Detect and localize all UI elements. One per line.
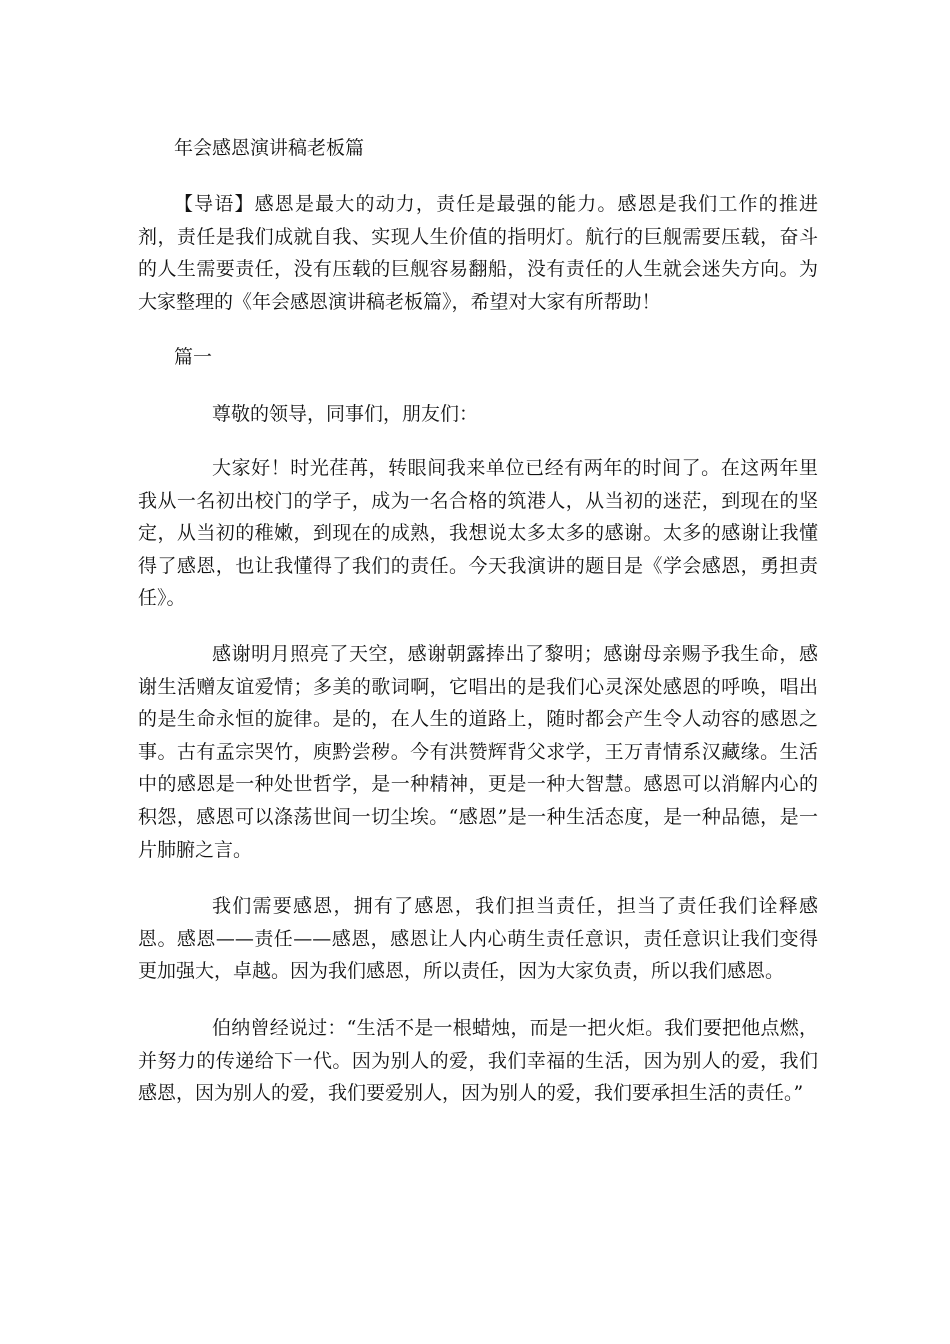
body-paragraph-4: 伯纳曾经说过：“生活不是一根蜡烛，而是一把火炬。我们要把他点燃，并努力的传递给下一代。因为别人的爱，我们幸福的生活，因为别人的爱，我们感恩，因为别人的爱，我们要爱别人，因为别人的爱，我们要承担生活的责任。” <box>138 1017 818 1105</box>
intro-paragraph: 【导语】感恩是最大的动力，责任是最强的能力。感恩是我们工作的推进剂，责任是我们成就自我、实现人生价值的指明灯。航行的巨舰需要压载，奋斗的人生需要责任，没有压载的巨舰容易翻船，没有责任的人生就会迷失方向。为大家整理的《年会感恩演讲稿老板篇》，希望对大家有所帮助！ <box>138 193 818 313</box>
salutation: 尊敬的领导，同事们，朋友们： <box>212 403 479 425</box>
body-paragraph-2: 感谢明月照亮了天空，感谢朝露捧出了黎明；感谢母亲赐予我生命，感谢生活赠友谊爱情；多美的歌词啊，它唱出的是我们心灵深处感恩的呼唤，唱出的是生命永恒的旋律。是的，在人生的道路上，随时都会产生令人动容的感恩之事。古有孟宗哭竹，庾黔尝秽。今有洪赞辉背父求学，王万青情系汉藏缘。生活中的感恩是一种处世哲学，是一种精神，更是一种大智慧。感恩可以消解内心的积怨，感恩可以涤荡世间一切尘埃。“感恩”是一种生活态度，是一种品德，是一片肺腑之言。 <box>138 643 818 861</box>
document-page <box>138 0 818 1344</box>
body-paragraph-1: 大家好！时光荏苒，转眼间我来单位已经有两年的时间了。在这两年里我从一名初出校门的学子，成为一名合格的筑港人，从当初的迷茫，到现在的坚定，从当初的稚嫩，到现在的成熟，我想说太多太多的感谢。太多的感谢让我懂得了感恩，也让我懂得了我们的责任。今天我演讲的题目是《学会感恩，勇担责任》。 <box>138 457 818 610</box>
section-heading: 篇一 <box>174 346 213 368</box>
document-title: 年会感恩演讲稿老板篇 <box>174 137 365 159</box>
body-paragraph-3: 我们需要感恩，拥有了感恩，我们担当责任，担当了责任我们诠释感恩。感恩——责任——感恩，感恩让人内心萌生责任意识，责任意识让我们变得更加强大，卓越。因为我们感恩，所以责任，因为大家负责，所以我们感恩。 <box>138 895 818 983</box>
